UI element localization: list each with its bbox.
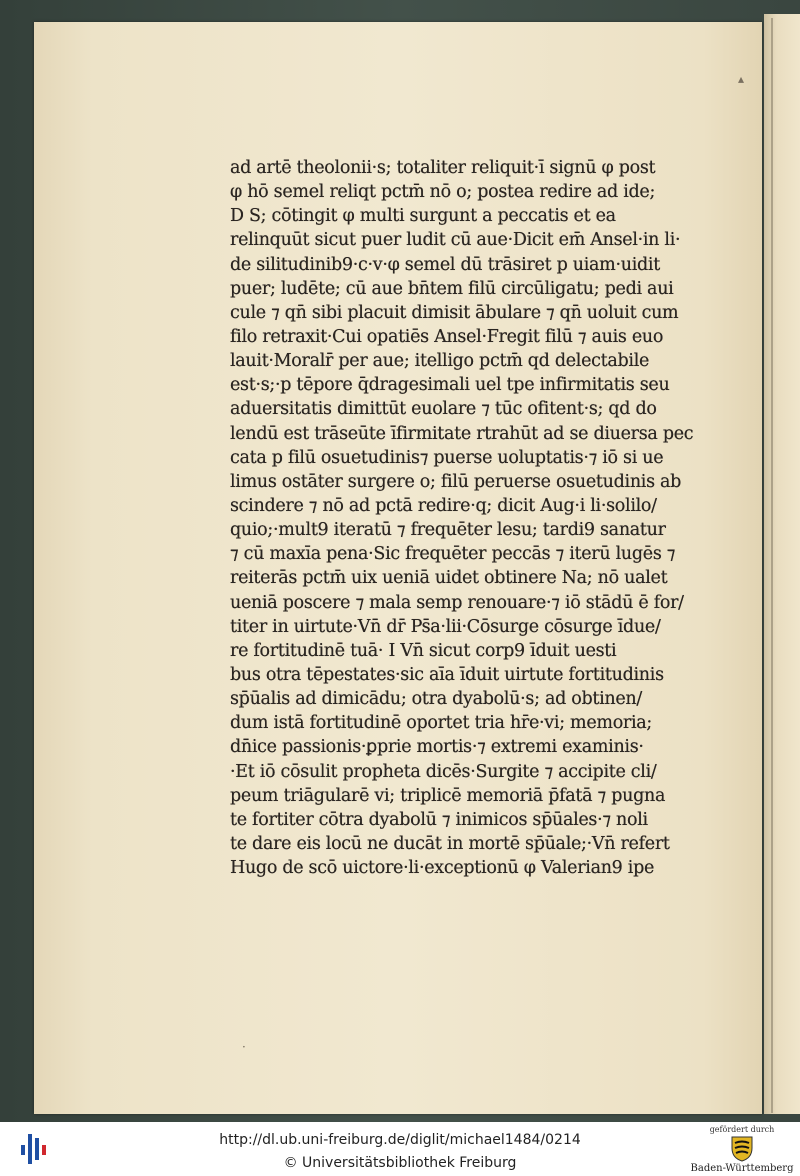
baden-wuerttemberg-crest-icon	[730, 1134, 754, 1162]
text-line: ad artē theolonii·s; totaliter reliquit·ī signū φ post	[230, 158, 656, 178]
page-speck: ·	[242, 1040, 246, 1054]
text-line: puer; ludēte; cū aue bn̄tem filū circūligatu; pedi aui	[230, 278, 674, 299]
text-line: de silitudinib9·c·v·φ semel dū trāsiret p uiam·uidit	[230, 254, 660, 275]
text-line: relinquūt sicut puer ludit cū aue·Dicit em̄ Ansel·in li·	[230, 230, 681, 251]
text-line: ·Et iō cōsulit propheta dicēs·Surgite ⁊ accipite cli/	[230, 761, 657, 782]
page-gutter-line	[771, 18, 773, 1113]
funder-name: Baden-Württemberg	[690, 1163, 794, 1174]
text-line: Hugo de scō uictore·li·exceptionū φ Valerian9 ipe	[230, 858, 655, 879]
text-line: lauit·Moralr̄ per aue; itelligo pctm̄ qd delectabile	[230, 351, 650, 372]
text-line: cule ⁊ qn̄ sibi placuit dimisit ābulare ⁊ qn̄ uoluit cum	[230, 302, 679, 323]
text-line: titer in uirtute·Vn̄ dr̄ Ps̄a·lii·Cōsurge cōsurge īdue/	[230, 616, 661, 637]
text-line: scindere ⁊ nō ad pctā redire·q; dicit Aug·i li·solilo/	[230, 495, 657, 516]
funded-by-label: gefördert durch	[709, 1125, 775, 1134]
text-line: re fortitudinē tuā· I Vn̄ sicut corp9 īduit uesti	[230, 640, 617, 661]
text-line: dum istā fortitudinē oportet tria hr̄e·vi; memoria;	[230, 713, 653, 734]
text-line: φ hō semel reliqt pctm̄ nō o; postea redire ad ide;	[230, 182, 656, 203]
text-line: est·s;·p tēpore q̄dragesimali uel tpe infirmitatis seu	[230, 375, 670, 396]
page-url[interactable]: http://dl.ub.uni-freiburg.de/diglit/michael1484/0214	[219, 1132, 581, 1148]
text-line: quio;·mult9 iteratū ⁊ frequēter lesu; tardi9 sanatur	[230, 520, 666, 541]
text-line: ueniā poscere ⁊ mala semp renouare·⁊ iō stādū ē for/	[230, 592, 684, 613]
text-line: sp̄ūalis ad dimicādu; otra dyabolū·s; ad obtinen/	[230, 689, 643, 710]
facing-page-edge	[764, 14, 800, 1114]
copyright-notice: © Universitätsbibliothek Freiburg	[283, 1155, 517, 1171]
text-line: filo retraxit·Cui opatiēs Ansel·Fregit filū ⁊ auis euo	[230, 326, 664, 347]
text-line: aduersitatis dimittūt euolare ⁊ tūc ofitent·s; qd do	[230, 399, 657, 420]
text-line: peum triāgularē vi; triplicē memoriā p̄fatā ⁊ pugna	[230, 785, 666, 806]
page-speck: ▴	[738, 72, 745, 86]
text-line: reiterās pctm̄ uix ueniā uidet obtinere Na; nō ualet	[230, 568, 668, 589]
text-line: cata p filū osuetudinis⁊ puerse uoluptatis·⁊ iō si ue	[230, 447, 664, 468]
text-line: te dare eis locū ne ducāt in mortē sp̄ūale;·Vn̄ refert	[230, 833, 670, 854]
text-line: bus otra tēpestates·sic aīa īduit uirtute fortitudinis	[230, 664, 664, 685]
text-line: ⁊ cū maxīa pena·Sic frequēter peccās ⁊ iterū lugēs ⁊	[230, 544, 676, 565]
text-line: limus ostāter surgere o; filū peruerse osuetudinis ab	[230, 471, 682, 492]
text-line: dn̄ice passionis·ꝑprie mortis·⁊ extremi examinis·	[230, 737, 644, 758]
text-line: te fortiter cōtra dyabolū ⁊ inimicos sp̄ūales·⁊ noli	[230, 809, 648, 830]
incunable-text-block	[230, 156, 700, 880]
text-line: D S; cōtingit φ multi surgunt a peccatis et ea	[230, 206, 616, 227]
text-line: lendū est trāseūte īfirmitate rtrahūt ad se diuersa pec	[230, 423, 694, 444]
